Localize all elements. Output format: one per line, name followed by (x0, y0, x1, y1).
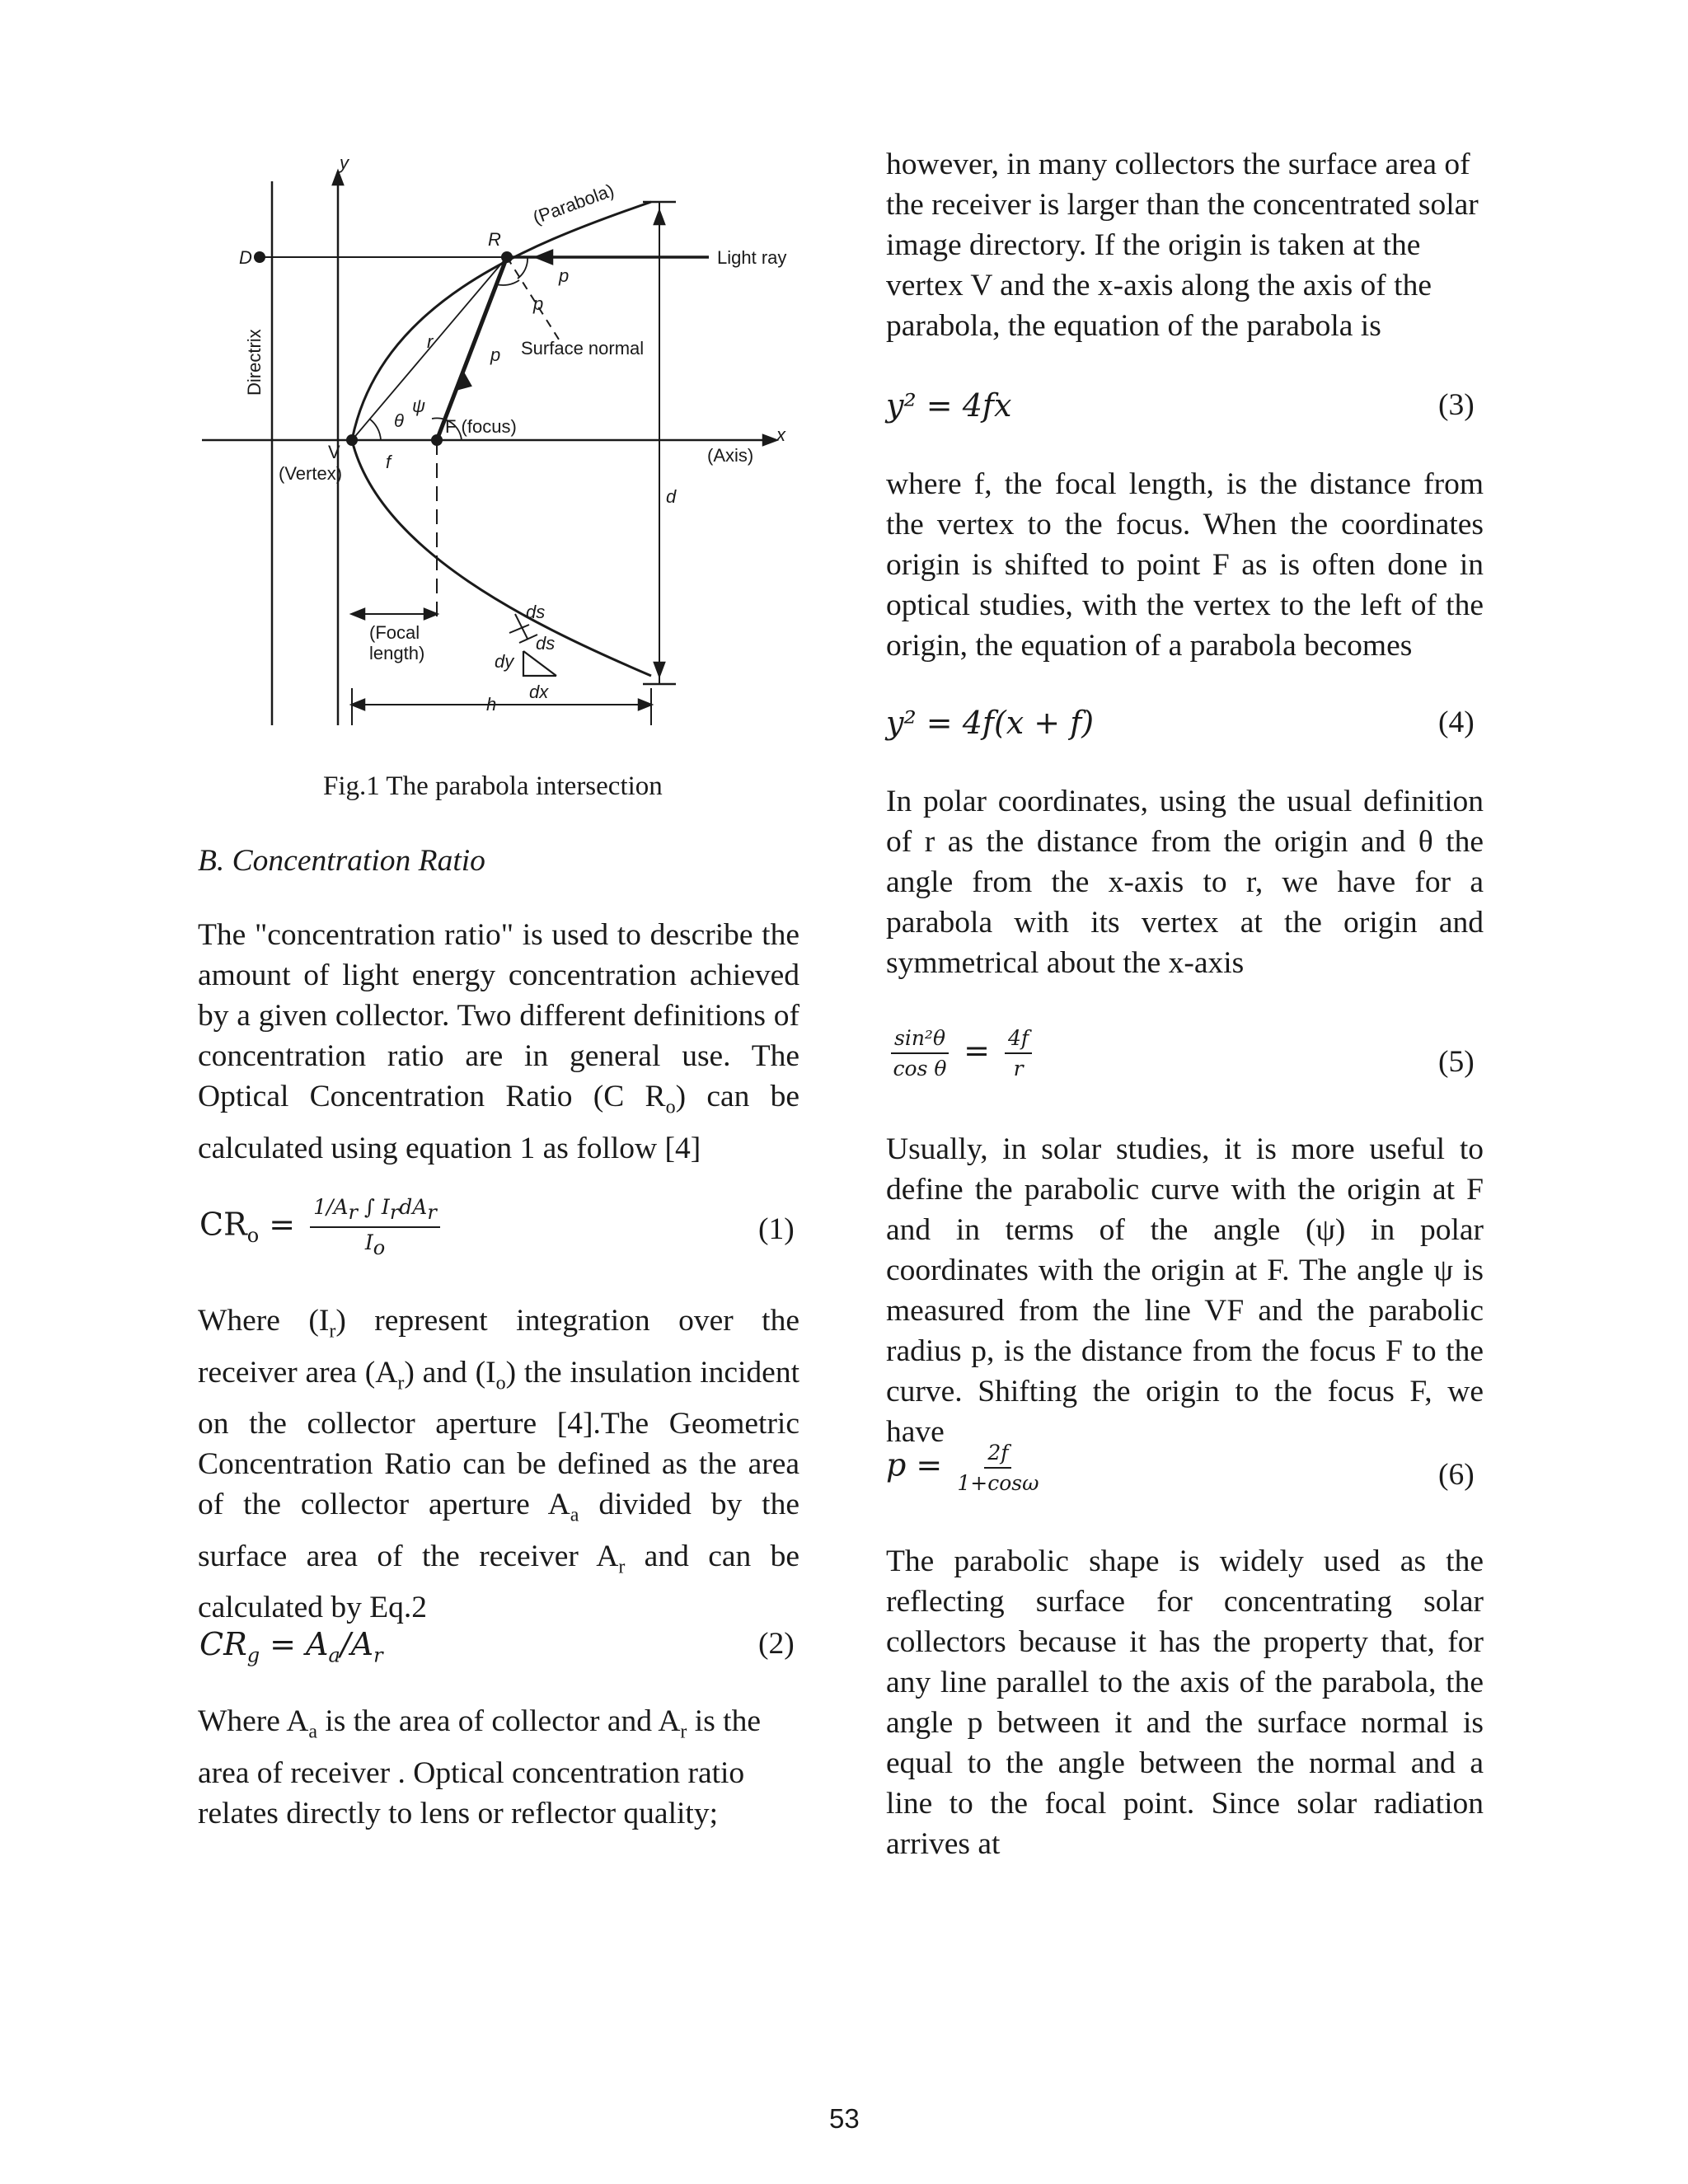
label-h: h (486, 694, 497, 715)
label-light-ray: Light ray (717, 247, 787, 268)
label-focal-2: length) (369, 643, 425, 663)
equation-1: $CR_o$ = $\frac{1/A_r \int I_rdA_r}{I_o}$ (199, 1195, 445, 1259)
label-f: f (386, 452, 392, 472)
label-focal-1: (Focal (369, 622, 420, 643)
label-r-point: R (488, 229, 501, 250)
label-surface-normal: Surface normal (521, 338, 645, 359)
label-focus: F (focus) (445, 416, 517, 437)
equation-5: $\frac{\text{sin²θ}}{\text{cos θ}}$ = $\frac{4f}{r}$ (886, 1026, 1037, 1080)
equation-1-number: (1) (758, 1212, 795, 1246)
label-directrix: Directrix (244, 329, 265, 396)
equation-3: y² = 4fx (886, 387, 1012, 424)
equation-2-number: (2) (758, 1627, 795, 1661)
label-ds-top: ds (526, 602, 546, 622)
label-vertex: (Vertex) (279, 463, 343, 484)
equation-2: $CR_g = A_a/A_r$ (199, 1626, 383, 1667)
label-axis: (Axis) (707, 445, 754, 466)
parabola-figure (190, 157, 816, 733)
label-parabola: (Parabola) (530, 180, 617, 228)
paragraph-polar-coordinates: In polar coordinates, using the usual definition of r as the distance from the origin and θ the angle from the x-axis to r, we have for a parabola with its vertex at the origin and symmetrical about the x-axis (886, 785, 1484, 980)
page-number: 53 (829, 2103, 860, 2134)
label-psi: ψ (412, 396, 426, 416)
label-ds-mid: ds (536, 633, 556, 654)
label-theta: θ (394, 410, 404, 431)
equation-6: p = $\frac{2f}{1+\cos\omega}$ (886, 1441, 1039, 1495)
figure-caption: Fig.1 The parabola intersection (323, 771, 663, 801)
equation-3-number: (3) (1438, 388, 1475, 422)
equation-4: y² = 4f(x + f) (886, 705, 1095, 741)
paragraph-concentration-ratio: The "concentration ratio" is used to describe the amount of light energy concentration achieved by a given collector. Two different definitions of concentration ratio are in general use. The Optical Concentration Ratio (C $R_o$) can be calculated using equation 1 as follow [4] (198, 918, 799, 1165)
label-p-radius: p (490, 344, 501, 365)
paragraph-focal-length: where f, the focal length, is the distance from the vertex to the focus. When the coordinates origin is shifted to point F as is often done in optical studies, with the vertex to the left of the origin, the equation of a parabola becomes (886, 467, 1484, 663)
label-y: y (340, 157, 349, 173)
equation-6-number: (6) (1438, 1458, 1475, 1492)
label-d-point: D (239, 247, 252, 268)
label-dy: dy (495, 651, 514, 672)
label-vertex-v: V (328, 442, 340, 462)
label-d: d (666, 486, 677, 507)
equation-5-number: (5) (1438, 1045, 1475, 1079)
paragraph-solar-studies: Usually, in solar studies, it is more useful to define the parabolic curve with the origin at F and in terms of the angle (ψ) in polar coordinates with the origin at F. The angle ψ is measured from the line VF and the parabolic radius p, is the distance from the focus F to the curve. Shifting the origin to the focus F, we have (886, 1132, 1484, 1449)
label-x: x (776, 424, 785, 445)
label-r-radius: r (427, 331, 434, 352)
paragraph-parabolic-shape: The parabolic shape is widely used as the reflecting surface for concentrating solar collectors because it has the property that, for any line parallel to the axis of the parabola, the angle p between it and the surface normal is equal to the angle between the normal and a line to the focal point. Since solar radiation arrives at (886, 1544, 1484, 1861)
label-p-angle-mid: p (533, 293, 544, 314)
equation-4-number: (4) (1438, 705, 1475, 739)
section-heading: B. Concentration Ratio (198, 844, 485, 878)
label-dx: dx (529, 682, 549, 702)
label-p-angle-top: p (559, 265, 570, 286)
paragraph-integration: Where $(I_r)$ represent integration over the receiver area $(A_r)$ and $(I_o)$ the insulation incident on the collector aperture [4].The Geometric Concentration Ratio can be defined as the area of the collector aperture $A_a$ divided by the surface area of the receiver $A_r$ and can be calculated by Eq.2 (198, 1304, 799, 1624)
paragraph-however: however, in many collectors the surface area of the receiver is larger than the concentrated solar image directory. If the origin is taken at the vertex V and the x-axis along the axis of the parabola, the equation of the parabola is (886, 148, 1479, 343)
paragraph-where-aa: Where $A_a$ is the area of collector and $A_r$ is the area of receiver . Optical concentration ratio relates directly to lens or reflector quality; (198, 1704, 761, 1830)
